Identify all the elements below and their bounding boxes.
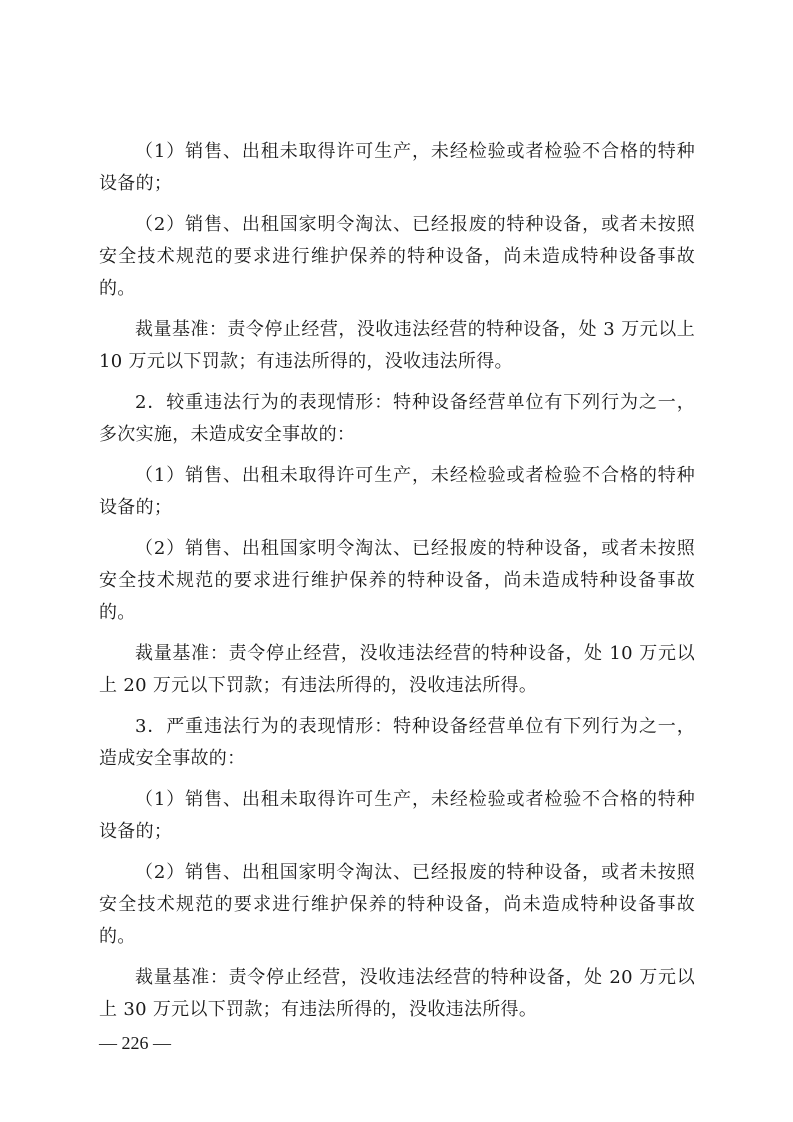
heading-severe-violation: 3．严重违法行为的表现情形：特种设备经营单位有下列行为之一，造成安全事故的：: [99, 716, 695, 769]
heading-serious-violation: 2．较重违法行为的表现情形：特种设备经营单位有下列行为之一，多次实施，未造成安全事故的：: [99, 392, 695, 445]
body-text: [99, 136, 695, 1026]
item-obsolete-equipment-2: （2）销售、出租国家明令淘汰、已经报废的特种设备，或者未按照安全技术规范的要求进行维护保养的特种设备，尚未造成特种设备事故的。: [99, 538, 695, 623]
item-unlicensed-equipment-1: （1）销售、出租未取得许可生产，未经检验或者检验不合格的特种设备的；: [99, 141, 695, 194]
page-number: — 226 —: [99, 1033, 171, 1053]
item-unlicensed-equipment-2: （1）销售、出租未取得许可生产，未经检验或者检验不合格的特种设备的；: [99, 465, 695, 518]
item-obsolete-equipment-1: （2）销售、出租国家明令淘汰、已经报废的特种设备，或者未按照安全技术规范的要求进行维护保养的特种设备，尚未造成特种设备事故的。: [99, 214, 695, 299]
penalty-standard-severe: 裁量基准：责令停止经营，没收违法经营的特种设备，处 20 万元以上 30 万元以下罚款；有违法所得的，没收违法所得。: [99, 967, 695, 1020]
penalty-standard-general: 裁量基准：责令停止经营，没收违法经营的特种设备，处 3 万元以上 10 万元以下罚款；有违法所得的，没收违法所得。: [99, 319, 695, 372]
item-obsolete-equipment-3: （2）销售、出租国家明令淘汰、已经报废的特种设备，或者未按照安全技术规范的要求进行维护保养的特种设备，尚未造成特种设备事故的。: [99, 862, 695, 947]
penalty-standard-serious: 裁量基准：责令停止经营，没收违法经营的特种设备，处 10 万元以上 20 万元以下罚款；有违法所得的，没收违法所得。: [99, 643, 695, 696]
item-unlicensed-equipment-3: （1）销售、出租未取得许可生产，未经检验或者检验不合格的特种设备的；: [99, 789, 695, 842]
